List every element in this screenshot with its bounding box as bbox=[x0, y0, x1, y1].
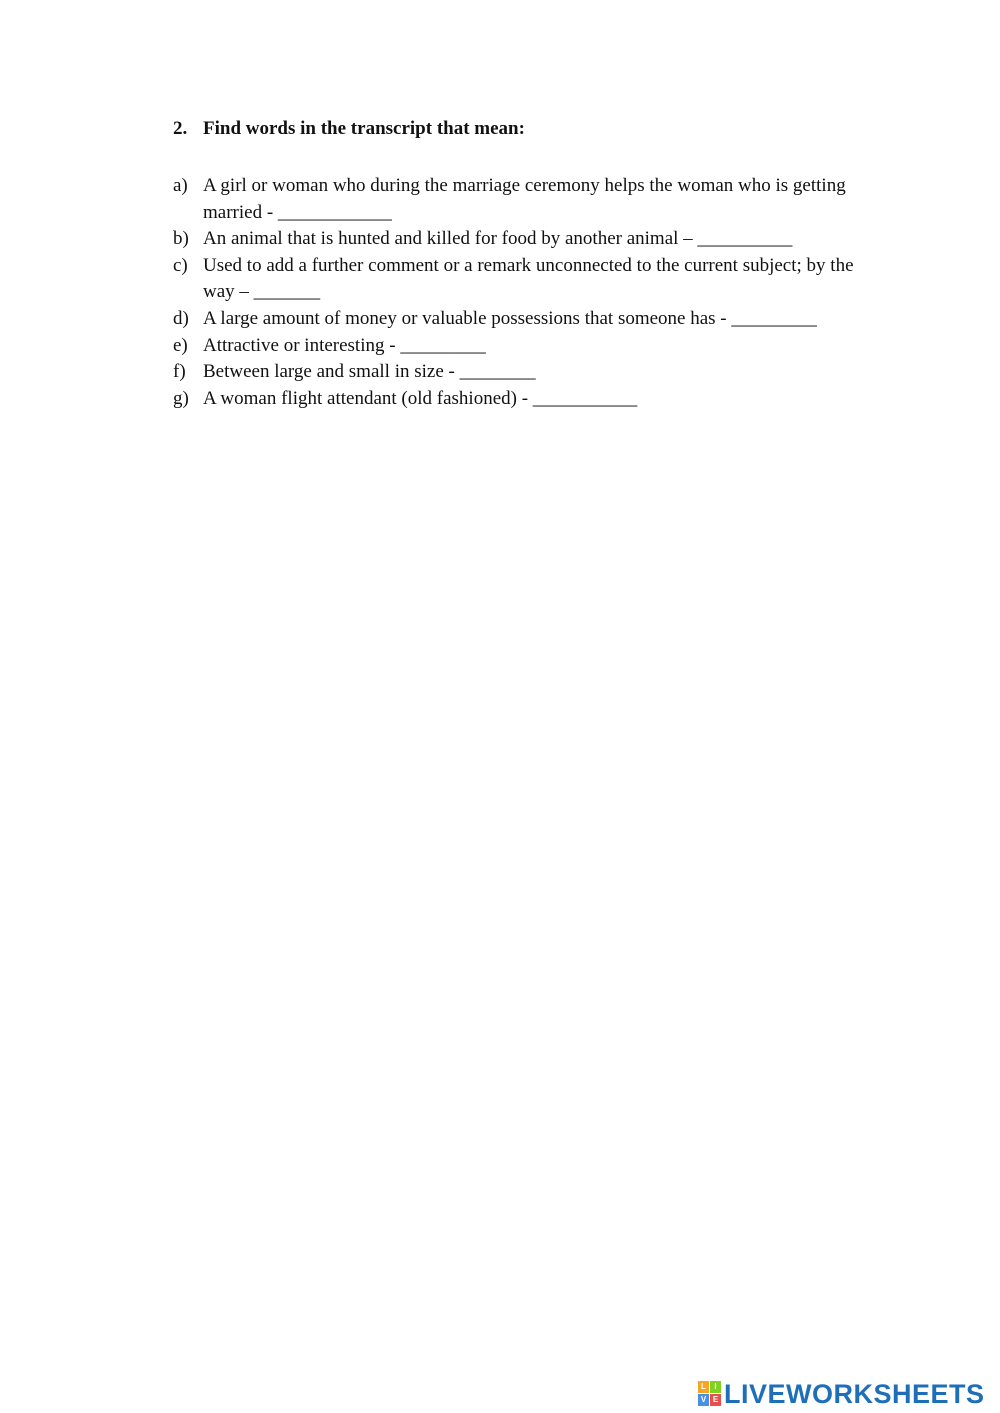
list-item bbox=[173, 253, 873, 306]
list-item bbox=[173, 226, 873, 253]
definition-list bbox=[173, 173, 873, 412]
liveworksheets-logo[interactable] bbox=[698, 1378, 985, 1410]
list-item bbox=[173, 333, 873, 360]
item-letter: f) bbox=[173, 361, 186, 383]
item-text: Between large and small in size - ________ bbox=[203, 361, 536, 383]
item-letter: c) bbox=[173, 254, 188, 276]
item-text: An animal that is hunted and killed for food by another animal – __________ bbox=[203, 228, 793, 250]
list-item bbox=[173, 173, 873, 226]
item-text: Used to add a further comment or a remark unconnected to the current subject; by the way – _______ bbox=[203, 254, 854, 303]
logo-mark-tile: V bbox=[698, 1394, 709, 1406]
question-title: Find words in the transcript that mean: bbox=[203, 118, 525, 139]
item-letter: e) bbox=[173, 334, 188, 356]
item-letter: g) bbox=[173, 387, 189, 409]
logo-mark-tile: I bbox=[710, 1381, 721, 1393]
question-heading bbox=[173, 118, 525, 140]
item-letter: a) bbox=[173, 175, 188, 196]
item-text: A large amount of money or valuable possessions that someone has - _________ bbox=[203, 307, 817, 329]
item-text: Attractive or interesting - _________ bbox=[203, 334, 486, 356]
item-text: A girl or woman who during the marriage ceremony helps the woman who is getting married - ____________ bbox=[203, 175, 846, 223]
logo-mark-icon bbox=[698, 1381, 722, 1407]
item-letter: b) bbox=[173, 228, 189, 250]
item-letter: d) bbox=[173, 307, 189, 329]
list-item bbox=[173, 359, 873, 386]
logo-mark-tile: L bbox=[698, 1381, 709, 1393]
question-number: 2. bbox=[173, 118, 188, 139]
item-text: A woman flight attendant (old fashioned) - ___________ bbox=[203, 387, 638, 409]
logo-mark-tile: E bbox=[710, 1394, 721, 1406]
list-item bbox=[173, 306, 873, 333]
list-item bbox=[173, 386, 873, 413]
logo-text: LIVEWORKSHEETS bbox=[724, 1378, 985, 1409]
